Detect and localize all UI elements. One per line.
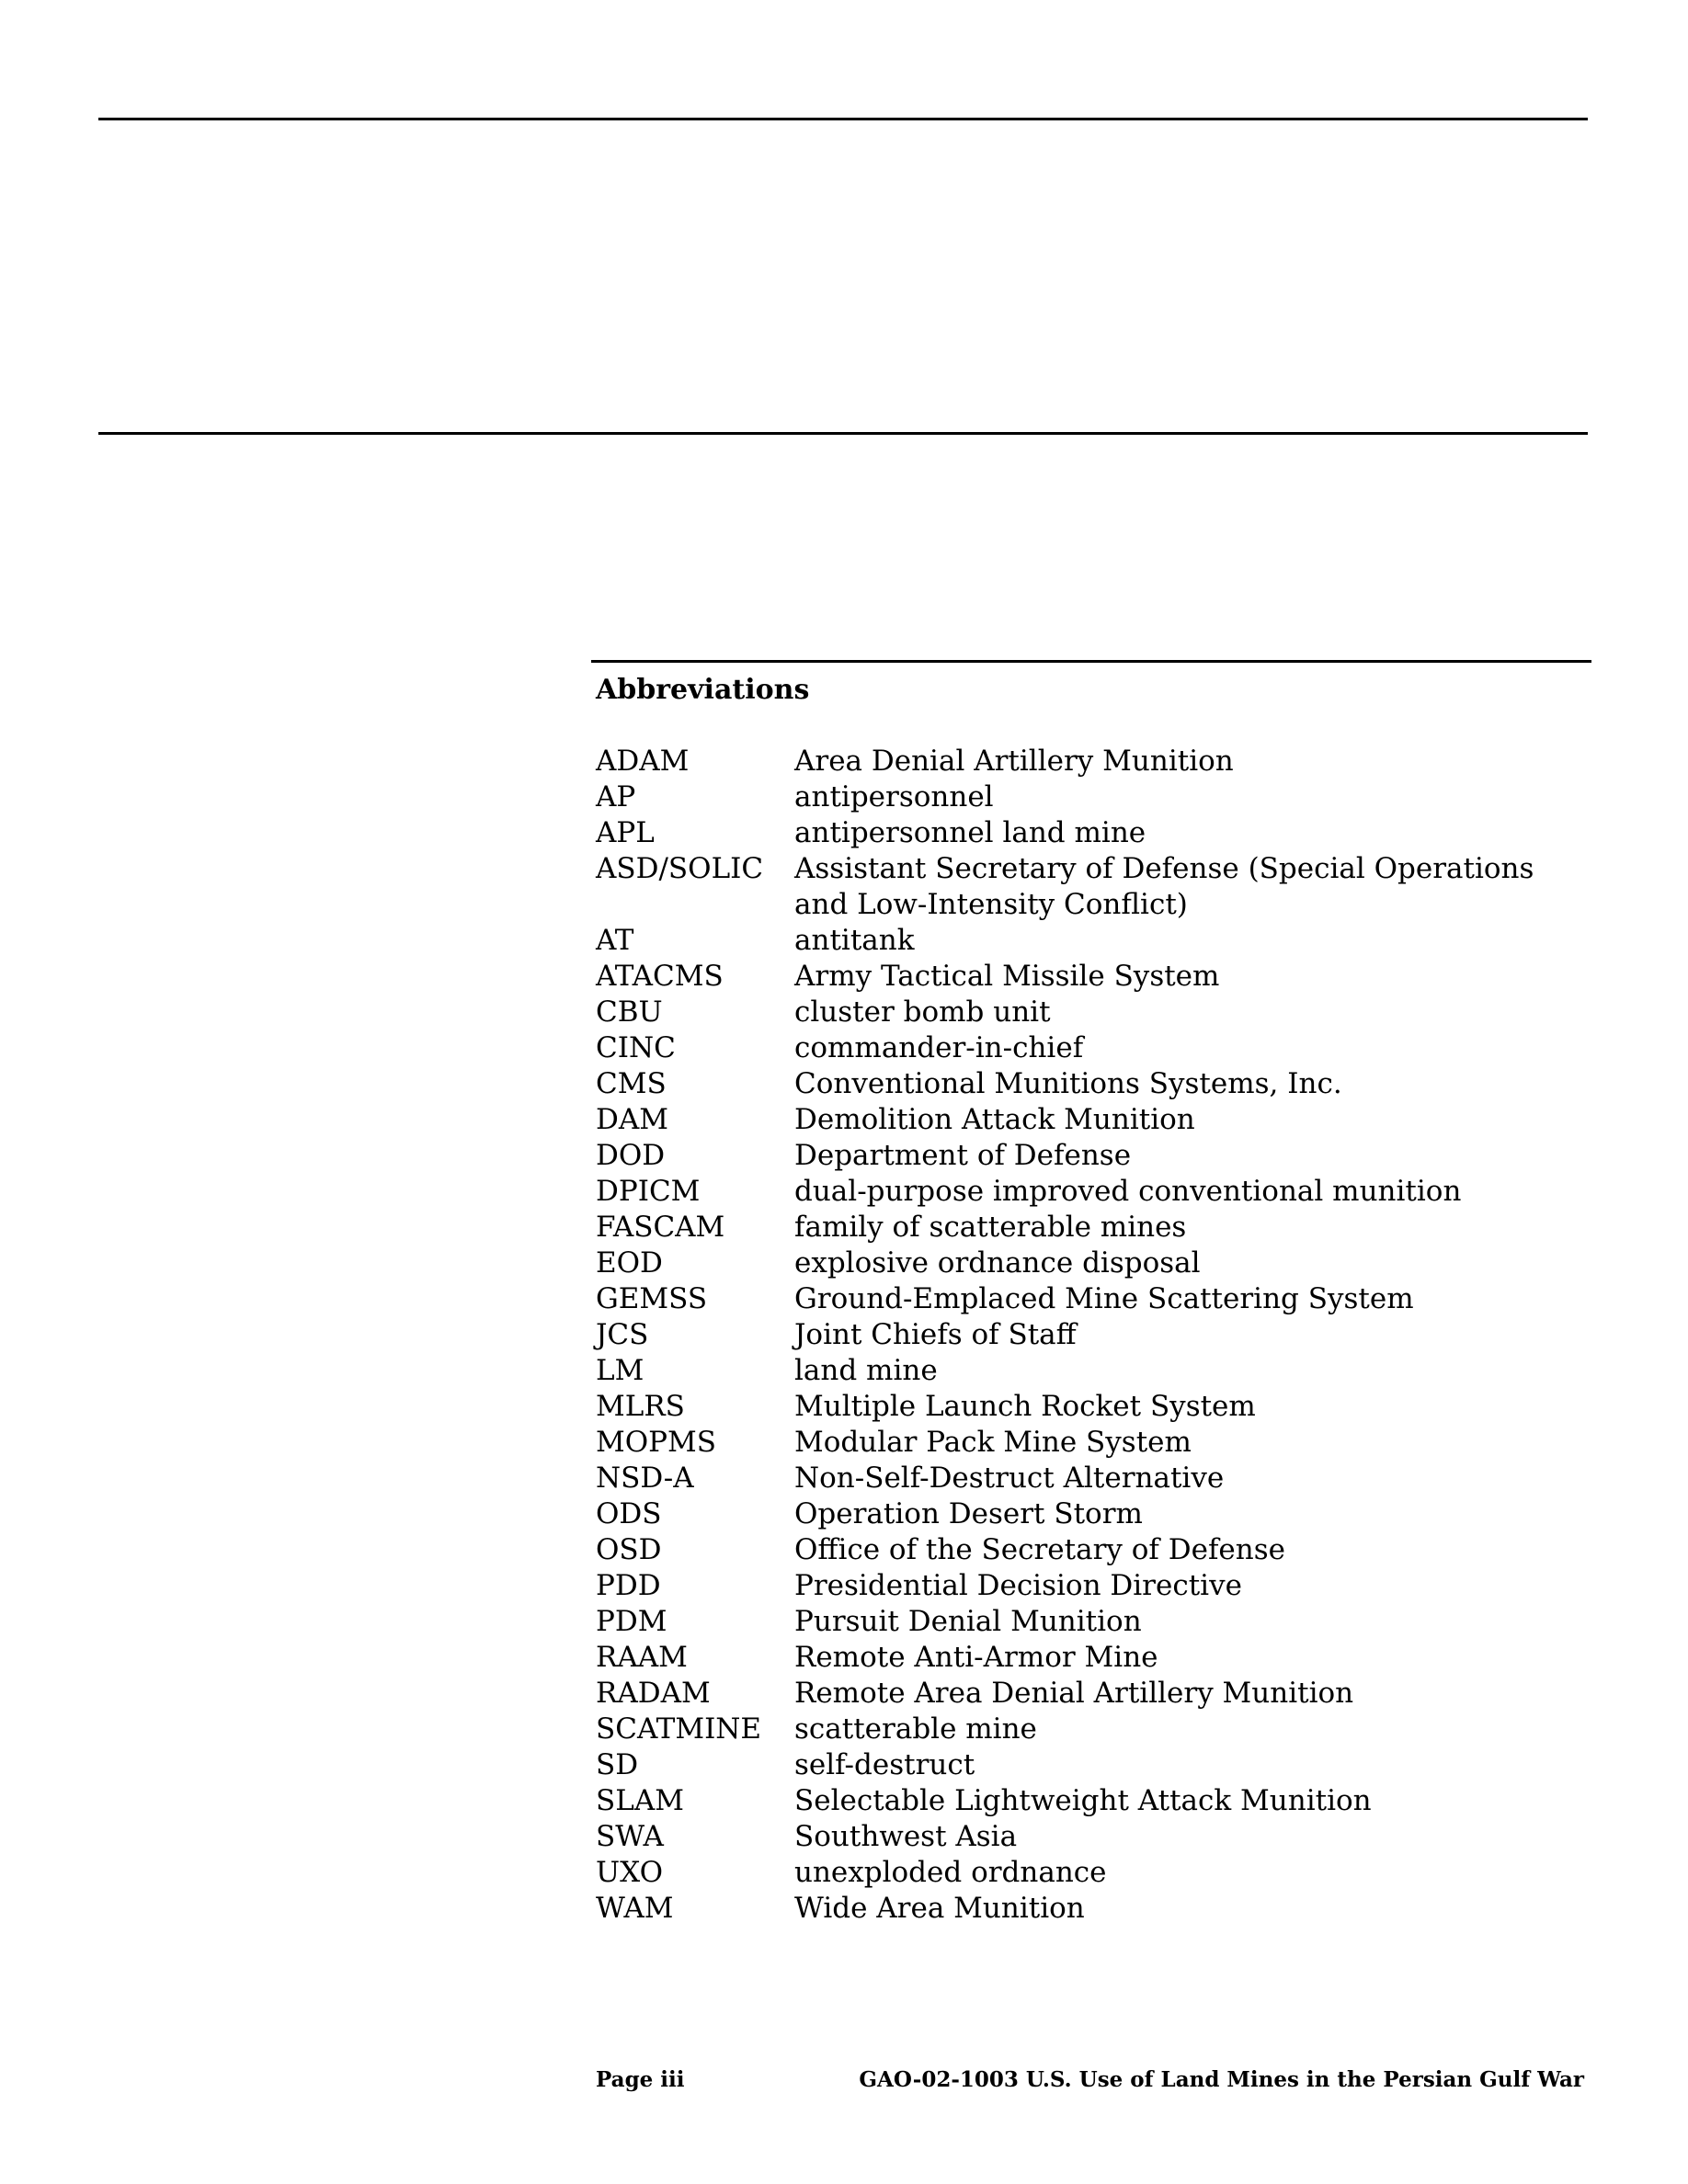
document-title: GAO-02-1003 U.S. Use of Land Mines in the Persian Gulf War [859,2067,1584,2092]
abbreviation-definition: Army Tactical Missile System [794,960,1220,993]
abbreviation-term: LM [596,1354,644,1387]
abbreviation-definition: commander-in-chief [794,1031,1084,1064]
abbreviation-definition: land mine [794,1354,938,1387]
abbreviation-term: SCATMINE [596,1712,762,1746]
abbreviation-row [596,1030,1591,1066]
abbreviation-definition: Presidential Decision Directive [794,1569,1242,1602]
abbreviation-definition: Multiple Launch Rocket System [794,1390,1256,1423]
abbreviation-row [596,815,1591,851]
abbreviation-definition: dual-purpose improved conventional munition [794,1175,1462,1208]
abbreviation-row [596,1568,1591,1604]
abbreviation-row [596,1783,1591,1819]
abbreviation-term: ATACMS [596,960,724,993]
abbreviation-term: WAM [596,1892,674,1925]
abbreviation-definition: explosive ordnance disposal [794,1246,1201,1280]
abbreviations-heading: Abbreviations [596,674,810,706]
abbreviation-row [596,851,1591,923]
abbreviations-section [591,660,1591,1927]
abbreviation-term: NSD-A [596,1462,694,1495]
abbreviation-definition: Pursuit Denial Munition [794,1605,1142,1638]
second-divider [98,432,1588,435]
abbreviation-term: ADAM [596,745,690,778]
abbreviation-definition: Ground-Emplaced Mine Scattering System [794,1282,1414,1315]
abbreviation-row [596,1246,1591,1281]
abbreviation-definition: unexploded ordnance [794,1856,1107,1889]
abbreviation-definition: Conventional Munitions Systems, Inc. [794,1067,1342,1100]
abbreviation-definition: Operation Desert Storm [794,1497,1143,1530]
abbreviation-definition: Modular Pack Mine System [794,1426,1192,1459]
abbreviation-term: SLAM [596,1784,684,1817]
abbreviation-term: PDD [596,1569,661,1602]
abbreviation-definition: antipersonnel [794,780,994,813]
abbreviation-row [596,1138,1591,1174]
abbreviation-term: SD [596,1748,639,1781]
abbreviation-row [596,1210,1591,1246]
abbreviation-term: RADAM [596,1677,711,1710]
page-number: Page iii [596,2067,685,2092]
abbreviation-definition: Joint Chiefs of Staff [794,1318,1077,1351]
abbreviation-row [596,1747,1591,1783]
abbreviation-row [596,1174,1591,1210]
abbreviation-definition: Office of the Secretary of Defense [794,1533,1285,1566]
abbreviation-term: DOD [596,1139,666,1172]
abbreviation-term: APL [596,816,655,849]
abbreviation-term: ASD/SOLIC [596,852,764,885]
abbreviation-row [596,1102,1591,1138]
abbreviation-definition: scatterable mine [794,1712,1037,1746]
abbreviation-row [596,995,1591,1030]
abbreviation-row [596,1640,1591,1676]
abbreviation-definition: Department of Defense [794,1139,1132,1172]
abbreviation-term: MLRS [596,1390,685,1423]
abbreviation-row [596,1532,1591,1568]
abbreviation-term: AT [596,924,634,957]
abbreviation-term: OSD [596,1533,662,1566]
abbreviation-row [596,1066,1591,1102]
abbreviation-term: DAM [596,1103,668,1136]
abbreviation-definition: Wide Area Munition [794,1892,1085,1925]
abbreviation-row [596,1425,1591,1461]
abbreviation-row [596,1819,1591,1855]
abbreviation-row [596,1389,1591,1425]
abbreviation-row [596,1891,1591,1927]
abbreviation-row [596,1461,1591,1496]
abbreviation-definition: Remote Anti-Armor Mine [794,1641,1158,1674]
abbreviation-definition: Area Denial Artillery Munition [794,745,1234,778]
abbreviation-definition: cluster bomb unit [794,995,1051,1029]
abbreviation-row [596,1712,1591,1747]
abbreviation-row [596,779,1591,815]
abbreviation-term: CMS [596,1067,667,1100]
abbreviation-term: RAAM [596,1641,688,1674]
abbreviation-row [596,1676,1591,1712]
abbreviation-term: CBU [596,995,663,1029]
abbreviation-row [596,744,1591,779]
abbreviation-term: SWA [596,1820,664,1853]
abbreviation-row [596,1496,1591,1532]
abbreviation-definition: Remote Area Denial Artillery Munition [794,1677,1354,1710]
abbreviation-definition: self-destruct [794,1748,975,1781]
abbreviations-divider [591,660,1591,663]
abbreviation-row [596,959,1591,995]
abbreviation-row [596,1604,1591,1640]
abbreviation-row [596,923,1591,959]
abbreviations-list [596,744,1591,1927]
abbreviation-term: AP [596,780,636,813]
abbreviation-definition: Demolition Attack Munition [794,1103,1195,1136]
abbreviation-term: FASCAM [596,1211,725,1244]
abbreviation-term: PDM [596,1605,667,1638]
abbreviation-definition: Assistant Secretary of Defense (Special Operations and Low-Intensity Conflict) [794,852,1534,921]
abbreviation-definition: Non-Self-Destruct Alternative [794,1462,1225,1495]
abbreviation-term: DPICM [596,1175,701,1208]
abbreviation-term: CINC [596,1031,676,1064]
abbreviation-definition: family of scatterable mines [794,1211,1187,1244]
abbreviation-term: UXO [596,1856,664,1889]
abbreviation-row [596,1281,1591,1317]
abbreviation-row [596,1353,1591,1389]
abbreviation-term: MOPMS [596,1426,716,1459]
abbreviation-definition: Southwest Asia [794,1820,1018,1853]
abbreviation-term: JCS [596,1318,649,1351]
abbreviation-row [596,1855,1591,1891]
abbreviation-term: GEMSS [596,1282,708,1315]
abbreviation-term: EOD [596,1246,663,1280]
abbreviation-definition: antitank [794,924,915,957]
abbreviation-definition: Selectable Lightweight Attack Munition [794,1784,1372,1817]
abbreviation-row [596,1317,1591,1353]
top-divider [98,118,1588,120]
abbreviation-term: ODS [596,1497,662,1530]
abbreviation-definition: antipersonnel land mine [794,816,1146,849]
